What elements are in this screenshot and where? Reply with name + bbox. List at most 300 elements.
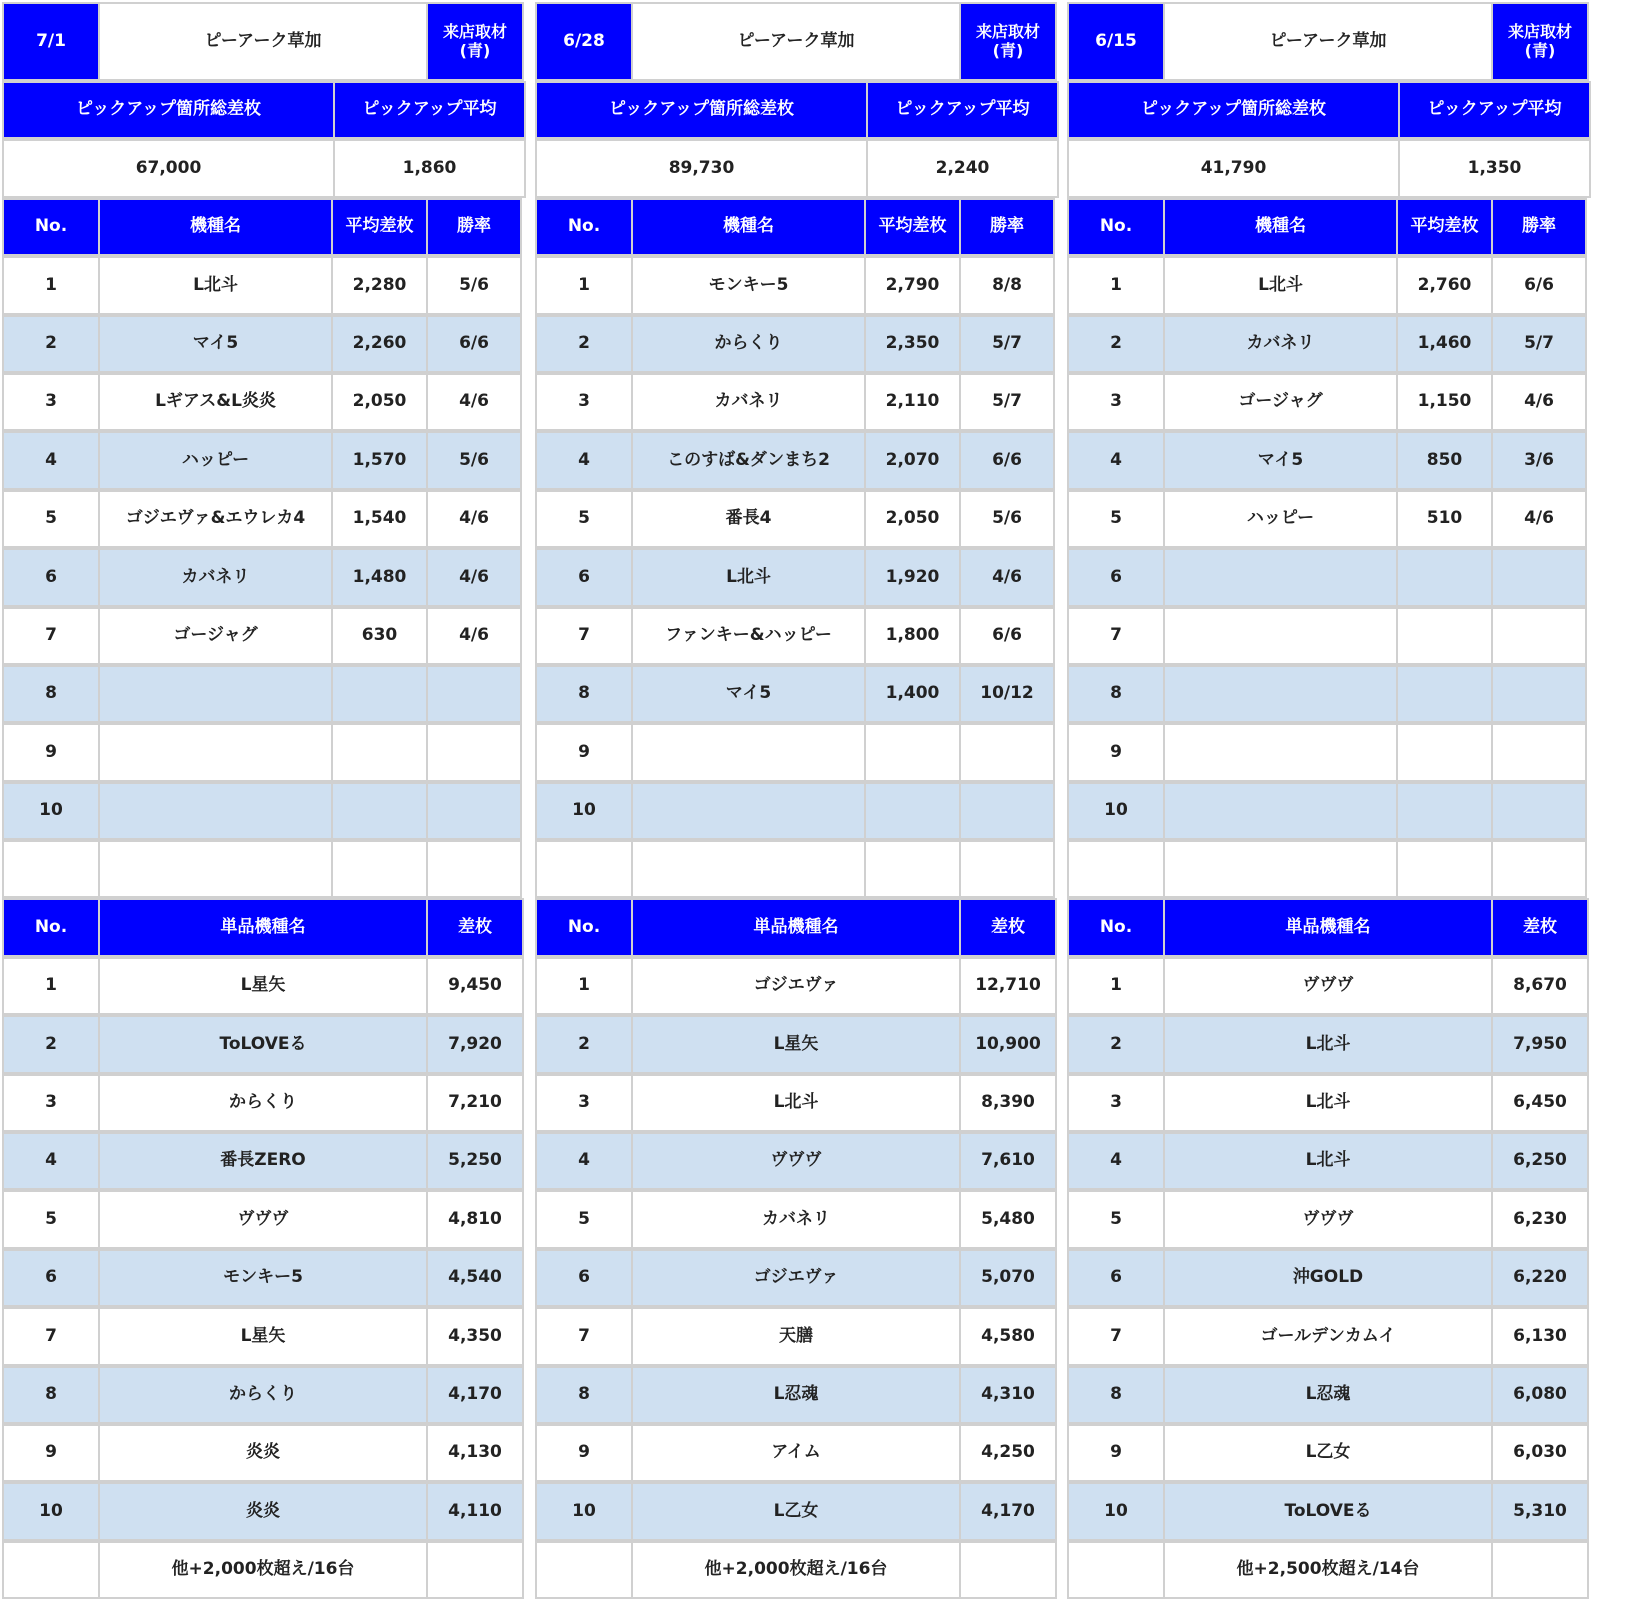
single-machine-name: L乙女 <box>1163 1424 1493 1482</box>
row-number: 2 <box>2 315 100 373</box>
table-row <box>535 1307 1061 1365</box>
results-panel-2 <box>1067 2 1593 1599</box>
table-row <box>535 490 1061 548</box>
table-row <box>1067 1424 1593 1482</box>
table-row <box>1067 607 1593 665</box>
pickup-value-row <box>2 139 528 197</box>
table-row <box>2 1366 528 1424</box>
avg-diff-header: 平均差枚 <box>331 198 428 256</box>
table-row <box>535 723 1061 781</box>
avg-diff-header: 平均差枚 <box>1396 198 1493 256</box>
single-table-header <box>2 898 528 956</box>
diff-value: 7,920 <box>426 1015 524 1073</box>
row-number: 10 <box>1067 1482 1165 1540</box>
single-machine-name: L星矢 <box>631 1015 961 1073</box>
diff-value: 7,210 <box>426 1074 524 1132</box>
table-row <box>2 548 528 606</box>
results-panel-0 <box>2 2 528 1599</box>
footer-row <box>535 1541 1061 1599</box>
row-number: 1 <box>1067 957 1165 1015</box>
row-number: 4 <box>2 1132 100 1190</box>
win-rate-value: 4/6 <box>426 490 522 548</box>
row-number: 5 <box>535 1190 633 1248</box>
table-row <box>1067 1074 1593 1132</box>
machine-name: ゴージャグ <box>1163 373 1398 431</box>
win-rate-value <box>1491 723 1587 781</box>
diff-value: 7,610 <box>959 1132 1057 1190</box>
empty-cell <box>1163 840 1398 898</box>
single-machine-name: L星矢 <box>98 1307 428 1365</box>
single-machine-name: ヴヴヴ <box>631 1132 961 1190</box>
single-machine-name: L星矢 <box>98 957 428 1015</box>
machine-name: カバネリ <box>631 373 866 431</box>
avg-diff-value: 2,050 <box>864 490 961 548</box>
avg-diff-header: 平均差枚 <box>864 198 961 256</box>
single-machine-name: ヴヴヴ <box>1163 1190 1493 1248</box>
row-number: 10 <box>2 782 100 840</box>
table-row <box>2 256 528 314</box>
win-rate-value: 5/6 <box>959 490 1055 548</box>
avg-diff-value <box>1396 665 1493 723</box>
table-row <box>1067 373 1593 431</box>
pickup-total-header: ピックアップ箇所総差枚 <box>2 81 335 139</box>
diff-value: 4,580 <box>959 1307 1057 1365</box>
win-rate-value: 5/7 <box>959 315 1055 373</box>
empty-cell <box>1067 1541 1165 1599</box>
diff-value: 6,250 <box>1491 1132 1589 1190</box>
avg-diff-value: 630 <box>331 607 428 665</box>
pickup-value-row <box>535 139 1061 197</box>
empty-cell <box>98 840 333 898</box>
machine-name: モンキー5 <box>631 256 866 314</box>
machine-header: 機種名 <box>98 198 333 256</box>
single-table-header <box>1067 898 1593 956</box>
diff-value: 9,450 <box>426 957 524 1015</box>
store-name: ピーアーク草加 <box>98 2 428 81</box>
win-rate-value: 10/12 <box>959 665 1055 723</box>
diff-value: 5,310 <box>1491 1482 1589 1540</box>
pickup-total-header: ピックアップ箇所総差枚 <box>535 81 868 139</box>
win-rate-value: 4/6 <box>426 373 522 431</box>
row-number: 10 <box>1067 782 1165 840</box>
diff-value: 4,540 <box>426 1249 524 1307</box>
footer-row <box>2 1541 528 1599</box>
single-machine-name: L忍魂 <box>1163 1366 1493 1424</box>
win-rate-value: 6/6 <box>959 431 1055 489</box>
empty-cell <box>426 1541 524 1599</box>
row-number: 7 <box>535 607 633 665</box>
row-number: 5 <box>1067 1190 1165 1248</box>
pickup-header-row <box>1067 81 1593 139</box>
row-number: 9 <box>1067 723 1165 781</box>
diff-value: 6,080 <box>1491 1366 1589 1424</box>
avg-diff-value: 2,760 <box>1396 256 1493 314</box>
avg-diff-value: 1,400 <box>864 665 961 723</box>
single-machine-name: モンキー5 <box>98 1249 428 1307</box>
machine-name: 番長4 <box>631 490 866 548</box>
table-row <box>535 315 1061 373</box>
single-machine-name: 天膳 <box>631 1307 961 1365</box>
table-row <box>2 723 528 781</box>
row-number: 3 <box>535 373 633 431</box>
footer-row <box>1067 1541 1593 1599</box>
pickup-total-header: ピックアップ箇所総差枚 <box>1067 81 1400 139</box>
row-number: 3 <box>535 1074 633 1132</box>
table-row <box>1067 490 1593 548</box>
row-number: 6 <box>1067 1249 1165 1307</box>
row-number: 9 <box>2 1424 100 1482</box>
single-machine-name: ヴヴヴ <box>98 1190 428 1248</box>
empty-cell <box>959 840 1055 898</box>
results-panel-1 <box>535 2 1061 1599</box>
table-row <box>2 315 528 373</box>
table-row <box>2 1424 528 1482</box>
win-rate-value: 4/6 <box>959 548 1055 606</box>
table-row <box>2 665 528 723</box>
win-rate-header: 勝率 <box>959 198 1055 256</box>
diff-value: 5,250 <box>426 1132 524 1190</box>
diff-value: 12,710 <box>959 957 1057 1015</box>
footer-note: 他+2,000枚超え/16台 <box>631 1541 961 1599</box>
win-rate-value: 4/6 <box>426 548 522 606</box>
avg-diff-value: 1,800 <box>864 607 961 665</box>
machine-name <box>631 782 866 840</box>
empty-cell <box>331 840 428 898</box>
table-row <box>2 1074 528 1132</box>
store-name: ピーアーク草加 <box>631 2 961 81</box>
machine-name: Lギアス&L炎炎 <box>98 373 333 431</box>
row-number: 5 <box>535 490 633 548</box>
machine-name: L北斗 <box>631 548 866 606</box>
single-machine-name: 炎炎 <box>98 1424 428 1482</box>
win-rate-value: 4/6 <box>426 607 522 665</box>
avg-diff-value: 510 <box>1396 490 1493 548</box>
row-number: 2 <box>1067 1015 1165 1073</box>
win-rate-value <box>426 723 522 781</box>
table-row <box>535 431 1061 489</box>
empty-cell <box>1067 840 1165 898</box>
diff-value: 6,130 <box>1491 1307 1589 1365</box>
machine-name: このすば&ダンまち2 <box>631 431 866 489</box>
row-number: 5 <box>2 1190 100 1248</box>
diff-value: 10,900 <box>959 1015 1057 1073</box>
no-header: No. <box>1067 198 1165 256</box>
table-row <box>1067 1249 1593 1307</box>
diff-value: 5,480 <box>959 1190 1057 1248</box>
avg-diff-value: 2,790 <box>864 256 961 314</box>
empty-cell <box>535 1541 633 1599</box>
coverage-tag: 来店取材 (青) <box>1491 2 1589 81</box>
machine-name: マイ5 <box>631 665 866 723</box>
row-number: 7 <box>2 607 100 665</box>
row-number: 7 <box>1067 607 1165 665</box>
machine-name: L北斗 <box>1163 256 1398 314</box>
table-row <box>535 1074 1061 1132</box>
row-number: 1 <box>2 957 100 1015</box>
win-rate-value <box>426 782 522 840</box>
single-machine-name: L北斗 <box>1163 1074 1493 1132</box>
row-number: 8 <box>1067 1366 1165 1424</box>
avg-diff-value: 1,920 <box>864 548 961 606</box>
empty-cell <box>864 840 961 898</box>
single-machine-name: ToLOVEる <box>1163 1482 1493 1540</box>
machine-name: ゴージャグ <box>98 607 333 665</box>
empty-cell <box>2 840 100 898</box>
row-number: 5 <box>2 490 100 548</box>
panel-title-row <box>535 2 1061 81</box>
table-row <box>1067 723 1593 781</box>
machine-name: マイ5 <box>1163 431 1398 489</box>
single-machine-name: ゴールデンカムイ <box>1163 1307 1493 1365</box>
diff-header: 差枚 <box>959 898 1057 956</box>
single-machine-name: ゴジエヴァ <box>631 1249 961 1307</box>
machine-header: 機種名 <box>1163 198 1398 256</box>
machine-name <box>631 723 866 781</box>
table-row <box>535 1482 1061 1540</box>
single-machine-name: カバネリ <box>631 1190 961 1248</box>
avg-diff-value: 2,070 <box>864 431 961 489</box>
row-number: 3 <box>2 373 100 431</box>
pickup-avg-value: 1,350 <box>1398 139 1591 197</box>
single-table-header <box>535 898 1061 956</box>
pickup-avg-value: 1,860 <box>333 139 526 197</box>
row-number: 1 <box>2 256 100 314</box>
table-row <box>535 1424 1061 1482</box>
spacer-row <box>535 840 1061 898</box>
diff-value: 4,250 <box>959 1424 1057 1482</box>
avg-diff-value <box>1396 723 1493 781</box>
machine-name <box>1163 607 1398 665</box>
machine-name <box>1163 665 1398 723</box>
table-row <box>535 957 1061 1015</box>
table-row <box>2 782 528 840</box>
row-number: 6 <box>535 1249 633 1307</box>
table-row <box>2 607 528 665</box>
single-machine-name: ToLOVEる <box>98 1015 428 1073</box>
row-number: 9 <box>535 1424 633 1482</box>
table-row <box>535 1132 1061 1190</box>
avg-diff-value: 1,150 <box>1396 373 1493 431</box>
table-row <box>1067 1015 1593 1073</box>
table-row <box>1067 431 1593 489</box>
avg-diff-value: 2,050 <box>331 373 428 431</box>
table-row <box>535 782 1061 840</box>
row-number: 1 <box>535 957 633 1015</box>
win-rate-value <box>959 723 1055 781</box>
empty-cell <box>426 840 522 898</box>
avg-diff-value <box>864 782 961 840</box>
row-number: 2 <box>535 1015 633 1073</box>
row-number: 8 <box>2 665 100 723</box>
avg-diff-value: 1,460 <box>1396 315 1493 373</box>
pickup-value-row <box>1067 139 1593 197</box>
machine-table-header <box>2 198 528 256</box>
footer-note: 他+2,500枚超え/14台 <box>1163 1541 1493 1599</box>
avg-diff-value: 2,280 <box>331 256 428 314</box>
row-number: 3 <box>1067 373 1165 431</box>
table-row <box>535 665 1061 723</box>
single-machine-header: 単品機種名 <box>631 898 961 956</box>
diff-value: 4,130 <box>426 1424 524 1482</box>
table-row <box>535 607 1061 665</box>
diff-value: 4,310 <box>959 1366 1057 1424</box>
avg-diff-value: 2,110 <box>864 373 961 431</box>
single-machine-name: L北斗 <box>1163 1132 1493 1190</box>
table-row <box>2 373 528 431</box>
avg-diff-value: 850 <box>1396 431 1493 489</box>
machine-name: からくり <box>631 315 866 373</box>
row-number: 9 <box>1067 1424 1165 1482</box>
machine-name <box>1163 782 1398 840</box>
date-cell: 7/1 <box>2 2 100 81</box>
diff-value: 4,170 <box>426 1366 524 1424</box>
diff-value: 4,110 <box>426 1482 524 1540</box>
machine-name: ファンキー&ハッピー <box>631 607 866 665</box>
avg-diff-value: 2,260 <box>331 315 428 373</box>
spacer-row <box>1067 840 1593 898</box>
row-number: 4 <box>2 431 100 489</box>
avg-diff-value: 1,570 <box>331 431 428 489</box>
single-machine-name: L北斗 <box>1163 1015 1493 1073</box>
pickup-avg-value: 2,240 <box>866 139 1059 197</box>
table-row <box>2 957 528 1015</box>
win-rate-value: 5/7 <box>1491 315 1587 373</box>
machine-name: カバネリ <box>1163 315 1398 373</box>
table-row <box>535 1249 1061 1307</box>
row-number: 6 <box>535 548 633 606</box>
win-rate-value: 6/6 <box>1491 256 1587 314</box>
table-row <box>2 1132 528 1190</box>
avg-diff-value: 2,350 <box>864 315 961 373</box>
win-rate-value <box>1491 665 1587 723</box>
table-row <box>535 1190 1061 1248</box>
win-rate-value: 6/6 <box>959 607 1055 665</box>
machine-header: 機種名 <box>631 198 866 256</box>
table-row <box>1067 256 1593 314</box>
single-machine-name: 沖GOLD <box>1163 1249 1493 1307</box>
row-number: 6 <box>2 548 100 606</box>
pickup-total-value: 41,790 <box>1067 139 1400 197</box>
empty-cell <box>631 840 866 898</box>
single-machine-name: L乙女 <box>631 1482 961 1540</box>
win-rate-value <box>1491 782 1587 840</box>
win-rate-value: 4/6 <box>1491 373 1587 431</box>
machine-name <box>98 723 333 781</box>
row-number: 7 <box>1067 1307 1165 1365</box>
single-machine-name: からくり <box>98 1074 428 1132</box>
no-header: No. <box>2 198 100 256</box>
table-row <box>535 1366 1061 1424</box>
machine-table-header <box>535 198 1061 256</box>
avg-diff-value <box>331 665 428 723</box>
single-machine-name: 炎炎 <box>98 1482 428 1540</box>
pickup-total-value: 89,730 <box>535 139 868 197</box>
win-rate-value: 4/6 <box>1491 490 1587 548</box>
diff-value: 6,230 <box>1491 1190 1589 1248</box>
single-machine-name: ゴジエヴァ <box>631 957 961 1015</box>
row-number: 3 <box>1067 1074 1165 1132</box>
machine-name: ゴジエヴァ&エウレカ4 <box>98 490 333 548</box>
machine-name <box>1163 548 1398 606</box>
row-number: 7 <box>2 1307 100 1365</box>
single-machine-name: アイム <box>631 1424 961 1482</box>
row-number: 2 <box>2 1015 100 1073</box>
table-row <box>1067 548 1593 606</box>
diff-header: 差枚 <box>426 898 524 956</box>
table-row <box>1067 315 1593 373</box>
single-machine-name: ヴヴヴ <box>1163 957 1493 1015</box>
row-number: 10 <box>535 782 633 840</box>
diff-value: 7,950 <box>1491 1015 1589 1073</box>
row-number: 3 <box>2 1074 100 1132</box>
table-row <box>535 1015 1061 1073</box>
avg-diff-value <box>1396 782 1493 840</box>
avg-diff-value <box>864 723 961 781</box>
no-header: No. <box>2 898 100 956</box>
store-name: ピーアーク草加 <box>1163 2 1493 81</box>
pickup-avg-header: ピックアップ平均 <box>866 81 1059 139</box>
table-row <box>2 431 528 489</box>
table-row <box>2 1307 528 1365</box>
table-row <box>535 256 1061 314</box>
machine-table-header <box>1067 198 1593 256</box>
pickup-header-row <box>535 81 1061 139</box>
avg-diff-value: 1,540 <box>331 490 428 548</box>
machine-name <box>98 665 333 723</box>
win-rate-value: 5/6 <box>426 431 522 489</box>
coverage-tag: 来店取材 (青) <box>959 2 1057 81</box>
row-number: 10 <box>535 1482 633 1540</box>
machine-name: ハッピー <box>98 431 333 489</box>
single-machine-header: 単品機種名 <box>98 898 428 956</box>
panel-title-row <box>2 2 528 81</box>
win-rate-header: 勝率 <box>1491 198 1587 256</box>
table-row <box>1067 1307 1593 1365</box>
row-number: 8 <box>1067 665 1165 723</box>
avg-diff-value <box>1396 607 1493 665</box>
win-rate-value <box>1491 607 1587 665</box>
pickup-total-value: 67,000 <box>2 139 335 197</box>
machine-name <box>98 782 333 840</box>
row-number: 6 <box>2 1249 100 1307</box>
row-number: 2 <box>1067 315 1165 373</box>
empty-cell <box>535 840 633 898</box>
win-rate-value: 5/6 <box>426 256 522 314</box>
empty-cell <box>1396 840 1493 898</box>
no-header: No. <box>1067 898 1165 956</box>
row-number: 4 <box>535 431 633 489</box>
table-row <box>1067 665 1593 723</box>
row-number: 4 <box>1067 431 1165 489</box>
single-machine-name: からくり <box>98 1366 428 1424</box>
machine-name: カバネリ <box>98 548 333 606</box>
win-rate-header: 勝率 <box>426 198 522 256</box>
avg-diff-value <box>331 782 428 840</box>
table-row <box>2 1482 528 1540</box>
win-rate-value <box>1491 548 1587 606</box>
row-number: 9 <box>2 723 100 781</box>
empty-cell <box>2 1541 100 1599</box>
win-rate-value: 5/7 <box>959 373 1055 431</box>
avg-diff-value: 1,480 <box>331 548 428 606</box>
no-header: No. <box>535 198 633 256</box>
date-cell: 6/28 <box>535 2 633 81</box>
win-rate-value <box>426 665 522 723</box>
single-machine-header: 単品機種名 <box>1163 898 1493 956</box>
table-row <box>1067 782 1593 840</box>
diff-value: 4,810 <box>426 1190 524 1248</box>
diff-header: 差枚 <box>1491 898 1589 956</box>
